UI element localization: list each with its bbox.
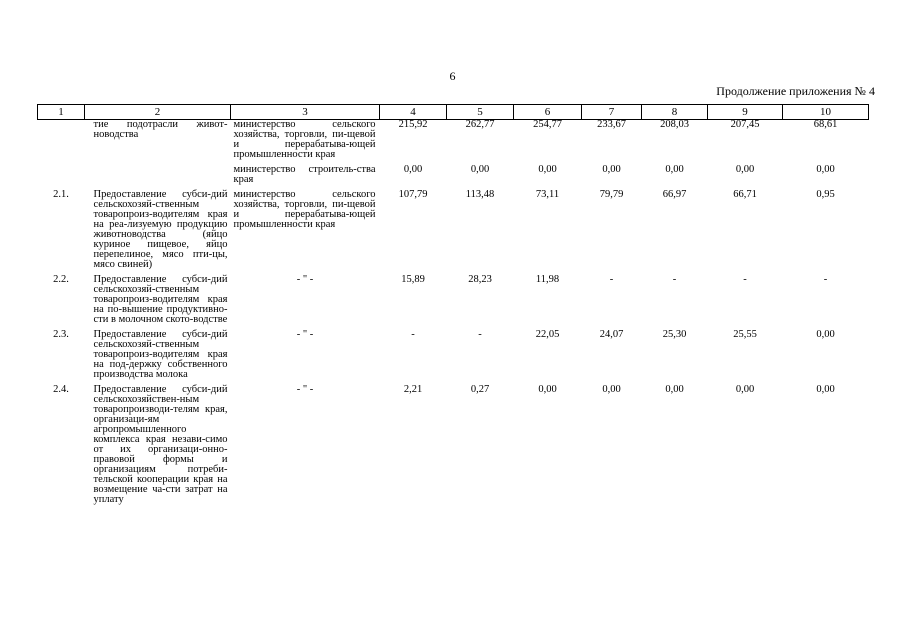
column-header: 6 (514, 105, 582, 120)
table-row (38, 330, 869, 385)
row-value: 113,48 (465, 189, 495, 200)
row-value: 0,00 (735, 164, 755, 175)
row-description: Предоставление субси-дий сельскохозяйствен-ным товаропроизводи-телям края, организаци-ям агропромышленного комплекса края незави-симо от их организаци-онно-правовой формы и организациям потреби-тельской кооперации края на возмещение ча-сти затрат на уплату (93, 384, 228, 505)
row-value: 15,89 (401, 274, 425, 285)
row-description: Предоставление субси-дий сельскохозяй-ственным товаропроиз-водителям края на реа-лизуемую продукцию животноводства (яйцо куриное пищевое, яйцо перепелиное, мясо пти-цы, мясо свиней) (93, 189, 228, 270)
row-responsible-body: министерство сельского хозяйства, торговли, пи-щевой и перерабатыва-ющей промышленности края (233, 119, 376, 160)
row-value: 11,98 (535, 274, 560, 285)
row-value: 0,00 (816, 384, 835, 395)
row-value: 107,79 (398, 189, 428, 200)
row-value: 0,00 (538, 164, 557, 175)
row-index (38, 165, 85, 190)
row-value: 0,00 (665, 384, 684, 395)
table-row (38, 385, 869, 505)
row-value: 0,00 (665, 164, 684, 175)
page-number: 6 (449, 69, 456, 83)
row-index: 2.1. (53, 189, 69, 200)
row-value: 0,00 (602, 164, 621, 175)
column-header: 3 (231, 105, 380, 120)
row-value: - (411, 329, 415, 340)
row-responsible-body: - " - (296, 329, 314, 340)
column-header: 7 (582, 105, 642, 120)
row-value: 73,11 (535, 189, 560, 200)
row-responsible-body: министерство сельского хозяйства, торговли, пи-щевой и перерабатыва-ющей промышленности края (233, 189, 376, 230)
row-value: 66,71 (733, 189, 757, 200)
row-value: 66,97 (662, 189, 687, 200)
row-value: 24,07 (599, 329, 624, 340)
row-value: 207,45 (730, 119, 760, 130)
column-header: 1 (38, 105, 85, 120)
row-value: 0,00 (538, 384, 557, 395)
table-row (38, 275, 869, 330)
row-description: тие подотрасли живот-новодства (93, 119, 228, 140)
row-value: 0,00 (735, 384, 755, 395)
row-value: - (743, 274, 747, 285)
column-header: 9 (708, 105, 783, 120)
column-header: 10 (783, 105, 869, 120)
row-description: Предоставление субси-дий сельскохозяй-ственным товаропроиз-водителям края на под-держку собственного производства молока (93, 329, 228, 380)
row-value: 0,27 (470, 384, 490, 395)
row-index: 2.3. (53, 329, 69, 340)
row-value: 79,79 (599, 189, 624, 200)
column-header: 2 (85, 105, 231, 120)
row-value: - (823, 274, 828, 285)
row-responsible-body: министерство строитель-ства края (233, 164, 376, 185)
row-value: 22,05 (535, 329, 560, 340)
row-value: 0,00 (816, 164, 835, 175)
row-responsible-body: - " - (296, 274, 314, 285)
row-description: Предоставление субси-дий сельскохозяй-ственным товаропроиз-водителям края на по-вышение продуктивно-сти в молочном ското-водстве (93, 274, 228, 325)
row-value: 208,03 (660, 119, 689, 130)
row-value: 0,00 (816, 329, 835, 340)
row-index (38, 120, 85, 166)
row-value: 262,77 (465, 119, 495, 130)
row-value: 0,95 (816, 189, 835, 200)
row-value: 68,61 (813, 119, 838, 130)
row-value: 0,00 (470, 164, 490, 175)
row-value: 2,21 (403, 384, 423, 395)
row-value: 215,92 (398, 119, 428, 130)
row-description (85, 165, 231, 190)
appendix-table (37, 104, 869, 505)
row-value: 233,67 (597, 119, 626, 130)
table-header-row (38, 105, 869, 120)
row-value: 0,00 (403, 164, 423, 175)
row-value: 25,55 (733, 329, 757, 340)
appendix-continuation-label: Продолжение приложения № 4 (716, 84, 875, 98)
row-responsible-body: - " - (296, 384, 314, 395)
column-header: 8 (642, 105, 708, 120)
row-value: 0,00 (602, 384, 621, 395)
row-value: - (672, 274, 677, 285)
row-value: - (609, 274, 614, 285)
row-index: 2.2. (53, 274, 69, 285)
row-value: 254,77 (533, 119, 562, 130)
row-value: - (478, 329, 482, 340)
row-value: 25,30 (662, 329, 687, 340)
column-header: 4 (380, 105, 447, 120)
row-value: 28,23 (468, 274, 492, 285)
table-row (38, 165, 869, 190)
table-row (38, 120, 869, 166)
row-index: 2.4. (53, 384, 69, 395)
column-header: 5 (447, 105, 514, 120)
table-row (38, 190, 869, 275)
